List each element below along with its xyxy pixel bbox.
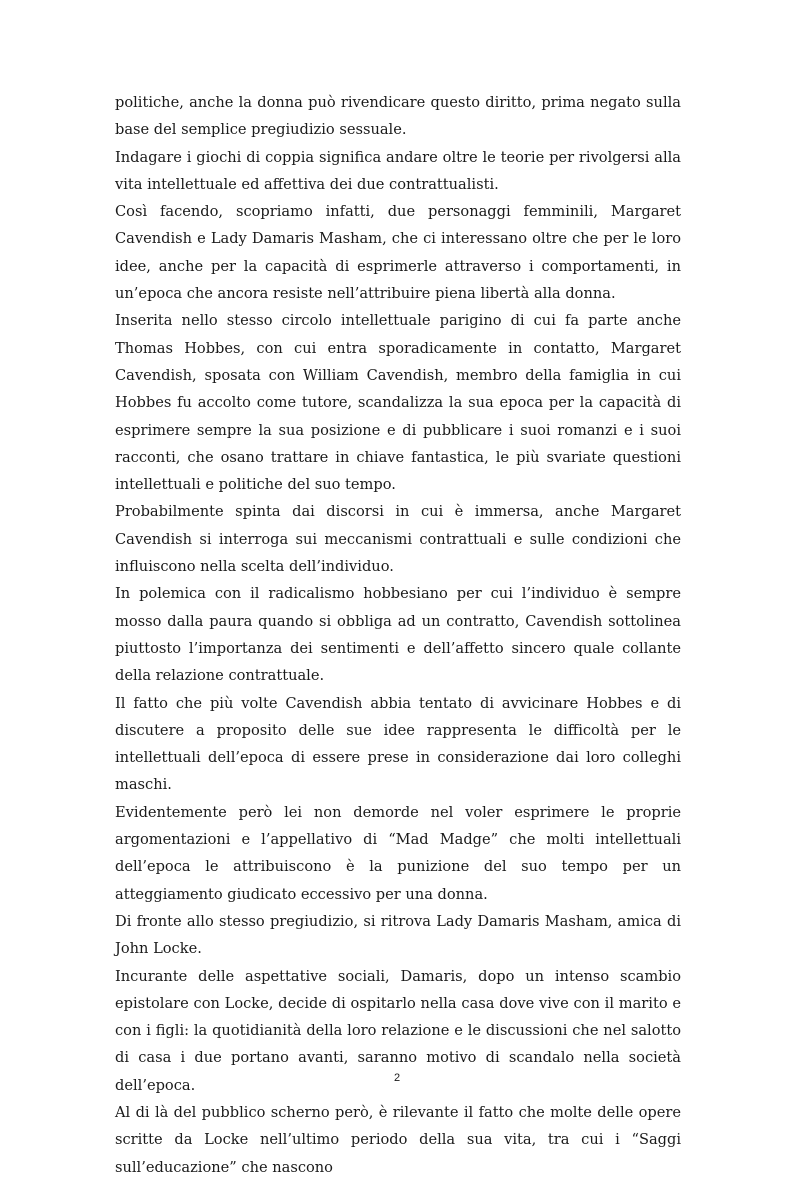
paragraph-10: Incurante delle aspettative sociali, Damaris, dopo un intenso scambio epistolare con Locke, decide di ospitarlo nella casa dove vive con il marito e con i figli: la quotidianità della loro relazione e le discussioni che nel salotto di casa i due portano avanti, saranno motivo di scandalo nella società dell’epoca.	[115, 967, 681, 1094]
page-number: 2	[393, 1072, 401, 1084]
paragraph-2: Indagare i giochi di coppia significa andare oltre le teorie per rivolgersi alla vita intellettuale ed affettiva dei due contrattualisti.	[115, 148, 681, 193]
body-text	[115, 89, 681, 1181]
paragraph-6: In polemica con il radicalismo hobbesiano per cui l’individuo è sempre mosso dalla paura quando si obbliga ad un contratto, Cavendish sottolinea piuttosto l’importanza dei sentimenti e dell’affetto sincero quale collante della relazione contrattuale.	[115, 585, 681, 685]
paragraph-5: Probabilmente spinta dai discorsi in cui è immersa, anche Margaret Cavendish si interroga sui meccanismi contrattuali e sulle condizioni che influiscono nella scelta dell’individuo.	[115, 503, 681, 576]
paragraph-3: Così facendo, scopriamo infatti, due personaggi femminili, Margaret Cavendish e Lady Damaris Masham, che ci interessano oltre che per le loro idee, anche per la capacità di esprimerle attraverso i comportamenti, in un’epoca che ancora resiste nell’attribuire piena libertà alla donna.	[115, 203, 681, 303]
paragraph-4: Inserita nello stesso circolo intellettuale parigino di cui fa parte anche Thomas Hobbes, con cui entra sporadicamente in contatto, Margaret Cavendish, sposata con William Cavendish, membro della famiglia in cui Hobbes fu accolto come tutore, scandalizza la sua epoca per la capacità di esprimere sempre la sua posizione e di pubblicare i suoi romanzi e i suoi racconti, che osano trattare in chiave fantastica, le più svariate questioni intellettuali e politiche del suo tempo.	[115, 312, 681, 494]
paragraph-8: Evidentemente però lei non demorde nel voler esprimere le proprie argomentazioni e l’appellativo di “Mad Madge” che molti intellettuali dell’epoca le attribuiscono è la punizione del suo tempo per un atteggiamento giudicato eccessivo per una donna.	[115, 803, 681, 903]
paragraph-9: Di fronte allo stesso pregiudizio, si ritrova Lady Damaris Masham, amica di John Locke.	[115, 912, 681, 958]
paragraph-1: politiche, anche la donna può rivendicare questo diritto, prima negato sulla base del semplice pregiudizio sessuale.	[115, 94, 681, 139]
paragraph-7: Il fatto che più volte Cavendish abbia tentato di avvicinare Hobbes e di discutere a proposito delle sue idee rappresenta le difficoltà per le intellettuali dell’epoca di essere prese in considerazione dai loro colleghi maschi.	[115, 694, 681, 794]
paragraph-11: Al di là del pubblico scherno però, è rilevante il fatto che molte delle opere scritte da Locke nell’ultimo periodo della sua vita, tra cui i “Saggi sull’educazione” che nascono	[115, 1103, 681, 1176]
